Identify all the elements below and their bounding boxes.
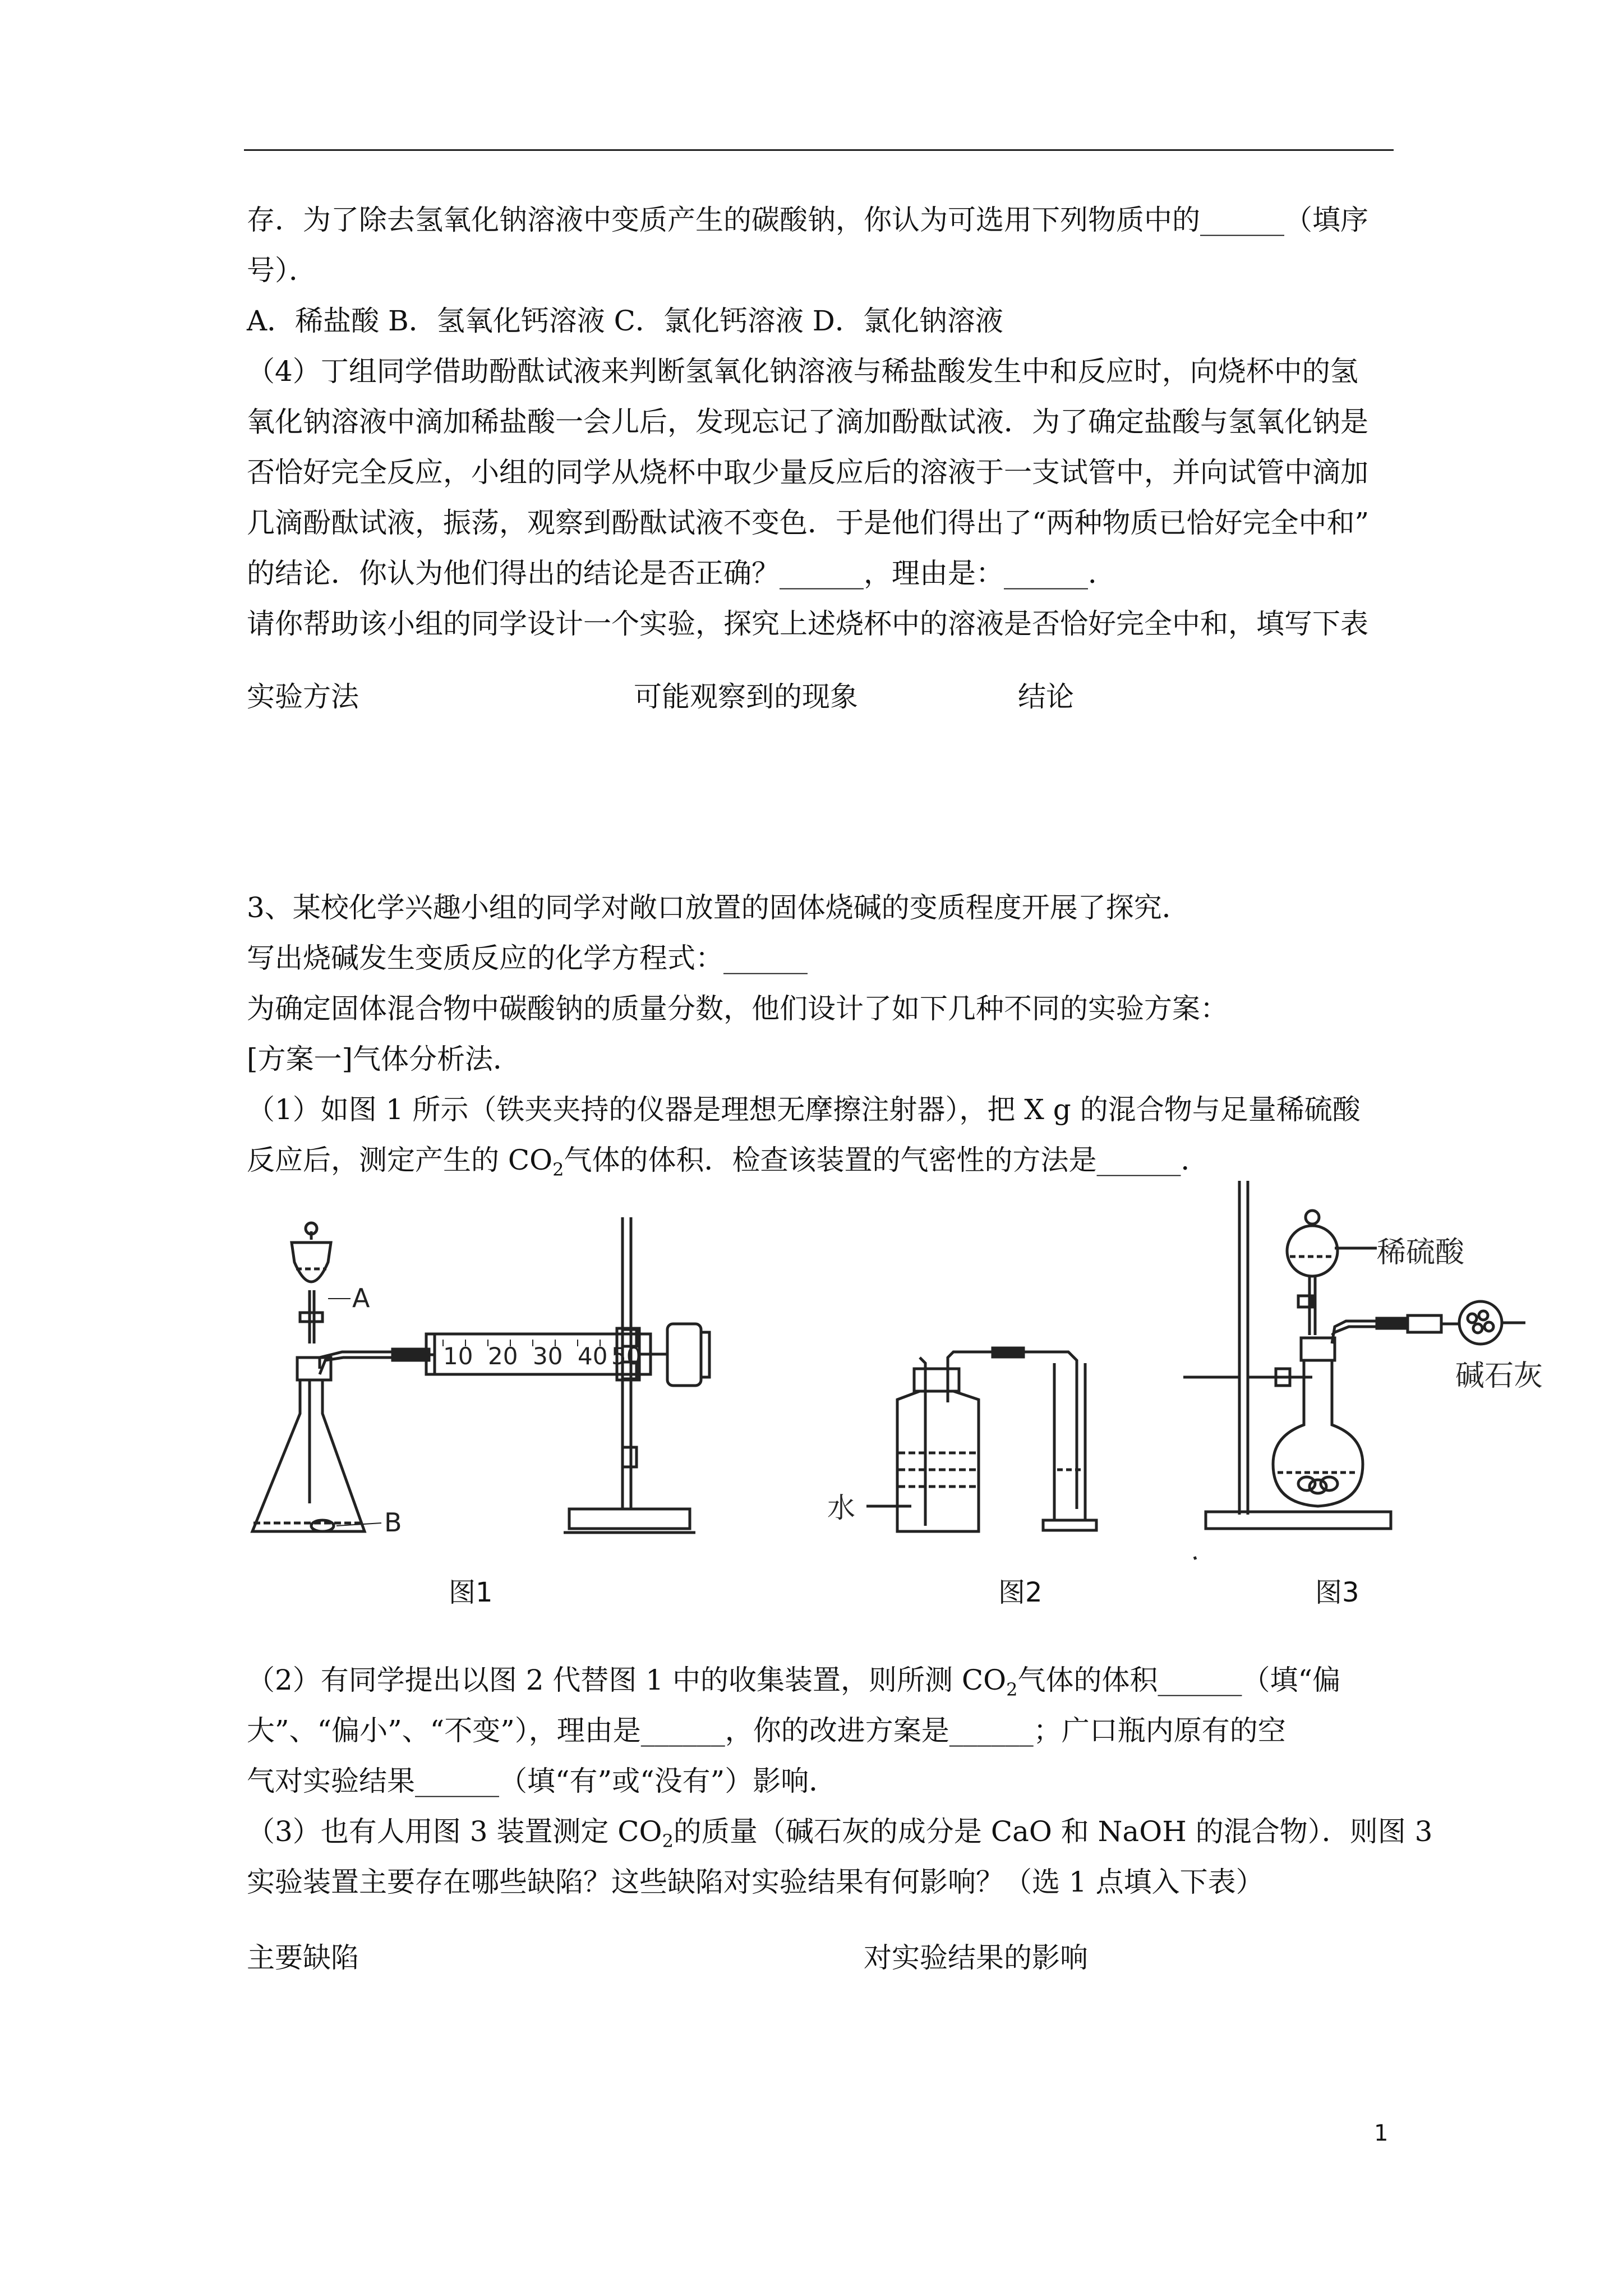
figure-2-label: 图2 bbox=[998, 1577, 1043, 1608]
syringe-scale-20: 20 bbox=[488, 1342, 518, 1370]
question-3-title: 3、某校化学兴趣小组的同学对敞口放置的固体烧碱的变质程度开展了探究． bbox=[247, 891, 1190, 924]
text-line: 请你帮助该小组的同学设计一个实验，探究上述烧杯中的溶液是否恰好完全中和，填写下表 bbox=[247, 608, 1368, 640]
label-b: B bbox=[384, 1507, 402, 1538]
text-line: （1）如图 1 所示（铁夹夹持的仪器是理想无摩擦注射器），把 X g 的混合物与足量稀硫酸 bbox=[247, 1093, 1361, 1126]
text-line: 为确定固体混合物中碳酸钠的质量分数，他们设计了如下几种不同的实验方案： bbox=[247, 992, 1228, 1025]
water-label: 水 bbox=[827, 1492, 855, 1524]
table1-header-phenomenon: 可能观察到的现象 bbox=[634, 680, 858, 713]
text-line: [方案一]气体分析法． bbox=[247, 1043, 522, 1075]
text-line: 氧化钠溶液中滴加稀盐酸一会儿后，发现忘记了滴加酚酞试液．为了确定盐酸与氢氧化钠是 bbox=[247, 406, 1368, 438]
syringe-scale-30: 30 bbox=[533, 1342, 563, 1370]
text-line: 气对实验结果______（填“有”或“没有”）影响． bbox=[247, 1765, 837, 1797]
text-line: （3）也有人用图 3 装置测定 $CO_2$的质量（碱石灰的成分是 CaO 和 NaOH 的混合物）．则图 3 bbox=[247, 1815, 1433, 1852]
text-line: 几滴酚酞试液，振荡，观察到酚酞试液不变色．于是他们得出了“两种物质已恰好完全中和” bbox=[247, 507, 1370, 539]
dilute-sulfuric-acid-label: 稀硫酸 bbox=[1377, 1236, 1465, 1269]
table1-header-method: 实验方法 bbox=[247, 680, 359, 713]
text-line: 大”、“偏小”、“不变”），理由是______，你的改进方案是______；广口瓶内原有的空 bbox=[247, 1714, 1286, 1747]
table2-header-defect: 主要缺陷 bbox=[247, 1941, 359, 1974]
text-line: 写出烧碱发生变质反应的化学方程式：______ bbox=[247, 942, 808, 974]
text-line: 反应后，测定产生的 $CO_2$气体的体积．检查该装置的气密性的方法是______． bbox=[247, 1144, 1209, 1180]
text-line: （4）丁组同学借助酚酞试液来判断氢氧化钠溶液与稀盐酸发生中和反应时，向烧杯中的氢 bbox=[247, 355, 1358, 388]
syringe-scale-50: 50 bbox=[611, 1342, 642, 1370]
page-number: 1 bbox=[1374, 2120, 1389, 2146]
figure-1-label: 图1 bbox=[449, 1577, 493, 1608]
syringe-scale-10: 10 bbox=[443, 1342, 473, 1370]
text-line: 存．为了除去氢氧化钠溶液中变质产生的碳酸钠，你认为可选用下列物质中的______（填序 bbox=[247, 204, 1368, 236]
soda-lime-label: 碱石灰 bbox=[1455, 1359, 1543, 1393]
text-line: 的结论．你认为他们得出的结论是否正确？______，理由是：______． bbox=[247, 557, 1116, 590]
text-line: 号）． bbox=[247, 254, 317, 287]
label-a: A bbox=[352, 1283, 370, 1313]
figure-3-label: 图3 bbox=[1315, 1577, 1359, 1608]
table1-header-conclusion: 结论 bbox=[1018, 680, 1074, 713]
text-line: 实验装置主要存在哪些缺陷？这些缺陷对实验结果有何影响？（选 1 点填入下表） bbox=[247, 1866, 1264, 1898]
table2-header-effect: 对实验结果的影响 bbox=[864, 1941, 1088, 1974]
text-line: （2）有同学提出以图 2 代替图 1 中的收集装置，则所测 $CO_2$气体的体积______（填“偏 bbox=[247, 1664, 1341, 1700]
text-line: 否恰好完全反应，小组的同学从烧杯中取少量反应后的溶液于一支试管中，并向试管中滴加 bbox=[247, 456, 1368, 489]
syringe-scale-40: 40 bbox=[578, 1342, 608, 1370]
text-line: A．稀盐酸 B．氢氧化钙溶液 C．氯化钙溶液 D．氯化钠溶液 bbox=[247, 305, 1003, 337]
